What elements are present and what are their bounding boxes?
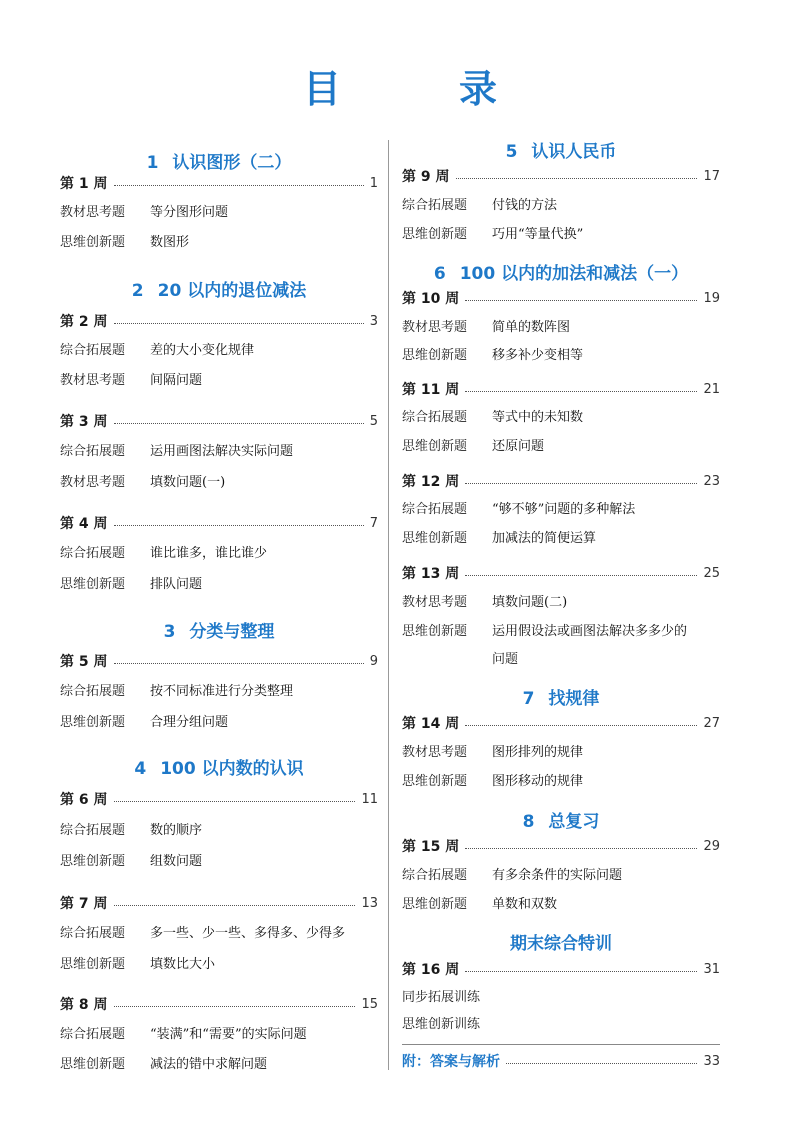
entry-topic: 差的大小变化规律 [150,343,255,358]
entry-topic: 填数比大小 [150,957,216,972]
entry-topic: “装满”和“需要”的实际问题 [150,1027,307,1042]
column-divider [388,140,389,1070]
toc-week-entry[interactable] [402,378,720,400]
entry-category: 综合拓展题 [60,343,126,358]
toc-week-entry[interactable] [60,172,378,194]
week-label: 第 3 周 [60,414,108,430]
entry-topic: 单数和双数 [492,897,558,912]
week-label: 第 1 周 [60,176,108,192]
unit-heading [60,754,378,779]
entry-topic: 组数问题 [150,854,203,869]
unit-number: 4 [134,759,147,779]
week-label: 第 12 周 [402,474,460,490]
unit-title: 期末综合特训 [510,934,612,954]
entry-category: 综合拓展题 [60,926,126,941]
dot-leader [465,725,697,726]
unit-title: 100 以内数的认识 [160,759,304,779]
entry-category: 教材思考题 [60,475,126,490]
page-number: 31 [703,961,720,977]
toc-week-entry[interactable] [60,892,378,914]
toc-subentry [402,865,720,887]
entry-category: 思维创新题 [402,774,468,789]
week-label: 第 4 周 [60,516,108,532]
toc-week-entry[interactable] [60,993,378,1015]
entry-category: 思维创新题 [60,235,126,250]
unit-heading [60,148,378,173]
toc-subentry [60,681,378,703]
week-label: 第 10 周 [402,291,460,307]
entry-topic: 运用画图法解决实际问题 [150,444,294,459]
week-label: 第 6 周 [60,792,108,808]
page-number: 3 [369,313,378,329]
entry-category: 综合拓展题 [402,198,468,213]
page-number: 19 [703,290,720,306]
week-label: 第 9 周 [402,169,450,185]
toc-week-entry[interactable] [402,287,720,309]
entry-topic: “够不够”问题的多种解法 [492,502,636,517]
entry-category: 综合拓展题 [60,444,126,459]
page-number: 13 [361,895,378,911]
toc-subentry [60,370,378,392]
dot-leader [456,178,698,179]
unit-number: 7 [522,689,535,709]
toc-week-entry[interactable] [60,410,378,432]
entry-category: 思维创新题 [402,897,468,912]
week-label: 第 15 周 [402,839,460,855]
toc-week-entry[interactable] [402,562,720,584]
toc-subentry [402,528,720,550]
appendix-rule [402,1044,720,1045]
week-label: 第 7 周 [60,896,108,912]
toc-subentry [402,195,720,217]
page-number: 5 [369,413,378,429]
unit-number: 6 [433,264,446,284]
dot-leader [465,848,697,849]
entry-topic: 按不同标准进行分类整理 [150,684,294,699]
toc-week-entry[interactable] [402,958,720,980]
dot-leader [114,323,364,324]
toc-week-entry[interactable] [402,165,720,187]
week-label: 第 14 周 [402,716,460,732]
unit-title: 认识人民币 [531,142,617,162]
toc-week-entry[interactable] [60,512,378,534]
appendix-entry[interactable] [402,1050,720,1072]
toc-subentry [402,436,720,458]
entry-category: 综合拓展题 [402,868,468,883]
dot-leader [114,185,364,186]
unit-number: 3 [163,622,176,642]
toc-subentry [60,472,378,494]
unit-heading [60,617,378,642]
toc-subentry [402,499,720,521]
toc-subentry [60,232,378,254]
dot-leader [114,905,356,906]
week-label: 第 11 周 [402,382,460,398]
unit-heading [60,276,378,301]
toc-subentry [402,771,720,793]
week-label: 第 13 周 [402,566,460,582]
entry-topic: 图形移动的规律 [492,774,584,789]
toc-plain-entry: 思维创新训练 [402,1017,481,1032]
dot-leader [465,300,697,301]
toc-subentry [402,592,720,614]
unit-number: 8 [522,812,535,832]
page-number: 29 [703,838,720,854]
page-number: 11 [361,791,378,807]
dot-leader [506,1063,697,1064]
toc-subentry [60,712,378,734]
entry-category: 思维创新题 [402,439,468,454]
toc-week-entry[interactable] [402,835,720,857]
entry-topic: 还原问题 [492,439,545,454]
entry-topic: 移多补少变相等 [492,348,584,363]
page-number: 15 [361,996,378,1012]
unit-title: 总复习 [548,812,600,832]
entry-topic: 付钱的方法 [492,198,558,213]
entry-topic: 有多余条件的实际问题 [492,868,623,883]
toc-subentry [60,1024,378,1046]
unit-title: 100 以内的加法和减法（一） [459,264,689,284]
page-number: 17 [703,168,720,184]
page-number: 1 [369,175,378,191]
unit-title: 20 以内的退位减法 [157,281,307,301]
entry-category: 综合拓展题 [60,546,126,561]
dot-leader [465,575,697,576]
entry-category: 思维创新题 [402,624,468,639]
unit-number: 5 [505,142,518,162]
toc-subentry [402,345,720,367]
entry-category: 思维创新题 [402,531,468,546]
toc-subentry [60,202,378,224]
entry-category: 思维创新题 [60,1057,126,1072]
entry-topic: 排队问题 [150,577,203,592]
entry-topic: 数的顺序 [150,823,203,838]
page-number: 21 [703,381,720,397]
toc-subentry [402,742,720,764]
entry-topic: 数图形 [150,235,190,250]
entry-category: 综合拓展题 [402,410,468,425]
toc-subentry [60,820,378,842]
toc-subentry [60,441,378,463]
toc-subentry [60,543,378,565]
entry-category: 思维创新题 [402,227,468,242]
dot-leader [114,1006,356,1007]
page-title: 目 录 [302,67,537,111]
entry-category: 综合拓展题 [402,502,468,517]
toc-plain-entry: 问题 [492,652,519,667]
toc-subentry [60,923,378,945]
dot-leader [114,525,364,526]
entry-category: 综合拓展题 [60,684,126,699]
entry-topic: 等分图形问题 [150,205,229,220]
unit-number: 1 [146,153,159,173]
unit-heading [402,929,720,954]
toc-subentry [60,851,378,873]
unit-title: 找规律 [548,689,600,709]
entry-category: 教材思考题 [402,320,468,335]
toc-subentry [60,574,378,596]
dot-leader [465,391,697,392]
unit-heading [402,807,720,832]
unit-title: 认识图形（二） [172,153,292,173]
page-number: 27 [703,715,720,731]
week-label: 第 2 周 [60,314,108,330]
toc-subentry [402,894,720,916]
dot-leader [114,663,364,664]
unit-number: 2 [131,281,144,301]
entry-topic: 间隔问题 [150,373,203,388]
entry-topic: 等式中的未知数 [492,410,584,425]
toc-subentry [402,621,720,643]
page-number: 33 [703,1053,720,1069]
entry-category: 综合拓展题 [60,1027,126,1042]
dot-leader [465,483,697,484]
unit-heading [402,684,720,709]
entry-topic: 谁比谁多，谁比谁少 [150,546,268,561]
entry-topic: 图形排列的规律 [492,745,584,760]
entry-topic: 合理分组问题 [150,715,229,730]
entry-topic: 多一些、少一些、多得多、少得多 [150,926,346,941]
toc-subentry [402,224,720,246]
toc-subentry [402,317,720,339]
entry-category: 思维创新题 [60,715,126,730]
page-number: 9 [369,653,378,669]
entry-topic: 巧用“等量代换” [492,227,584,242]
unit-heading [402,137,720,162]
toc-week-entry[interactable] [60,310,378,332]
toc-week-entry[interactable] [402,470,720,492]
page-number: 23 [703,473,720,489]
entry-category: 思维创新题 [60,957,126,972]
dot-leader [465,971,697,972]
toc-plain-entry: 同步拓展训练 [402,990,481,1005]
toc-week-entry[interactable] [60,650,378,672]
week-label: 第 16 周 [402,962,460,978]
entry-topic: 填数问题(二) [492,595,568,610]
entry-category: 思维创新题 [60,577,126,592]
entry-category: 综合拓展题 [60,823,126,838]
toc-subentry [60,1054,378,1076]
page-number: 25 [703,565,720,581]
toc-subentry [60,340,378,362]
page-number: 7 [369,515,378,531]
entry-category: 教材思考题 [60,373,126,388]
entry-category: 教材思考题 [402,745,468,760]
entry-category: 教材思考题 [60,205,126,220]
unit-title: 分类与整理 [189,622,275,642]
week-label: 第 8 周 [60,997,108,1013]
dot-leader [114,801,356,802]
dot-leader [114,423,364,424]
toc-week-entry[interactable] [402,712,720,734]
toc-week-entry[interactable] [60,788,378,810]
entry-topic: 填数问题(一) [150,475,226,490]
entry-category: 思维创新题 [60,854,126,869]
entry-category: 思维创新题 [402,348,468,363]
appendix-label: 附：答案与解析 [402,1054,500,1070]
entry-topic: 运用假设法或画图法解决多多少的 [492,624,688,639]
toc-subentry [402,407,720,429]
entry-category: 教材思考题 [402,595,468,610]
entry-topic: 减法的错中求解问题 [150,1057,268,1072]
week-label: 第 5 周 [60,654,108,670]
entry-topic: 加减法的简便运算 [492,531,597,546]
unit-heading [402,259,720,284]
entry-topic: 简单的数阵图 [492,320,571,335]
toc-subentry [60,954,378,976]
